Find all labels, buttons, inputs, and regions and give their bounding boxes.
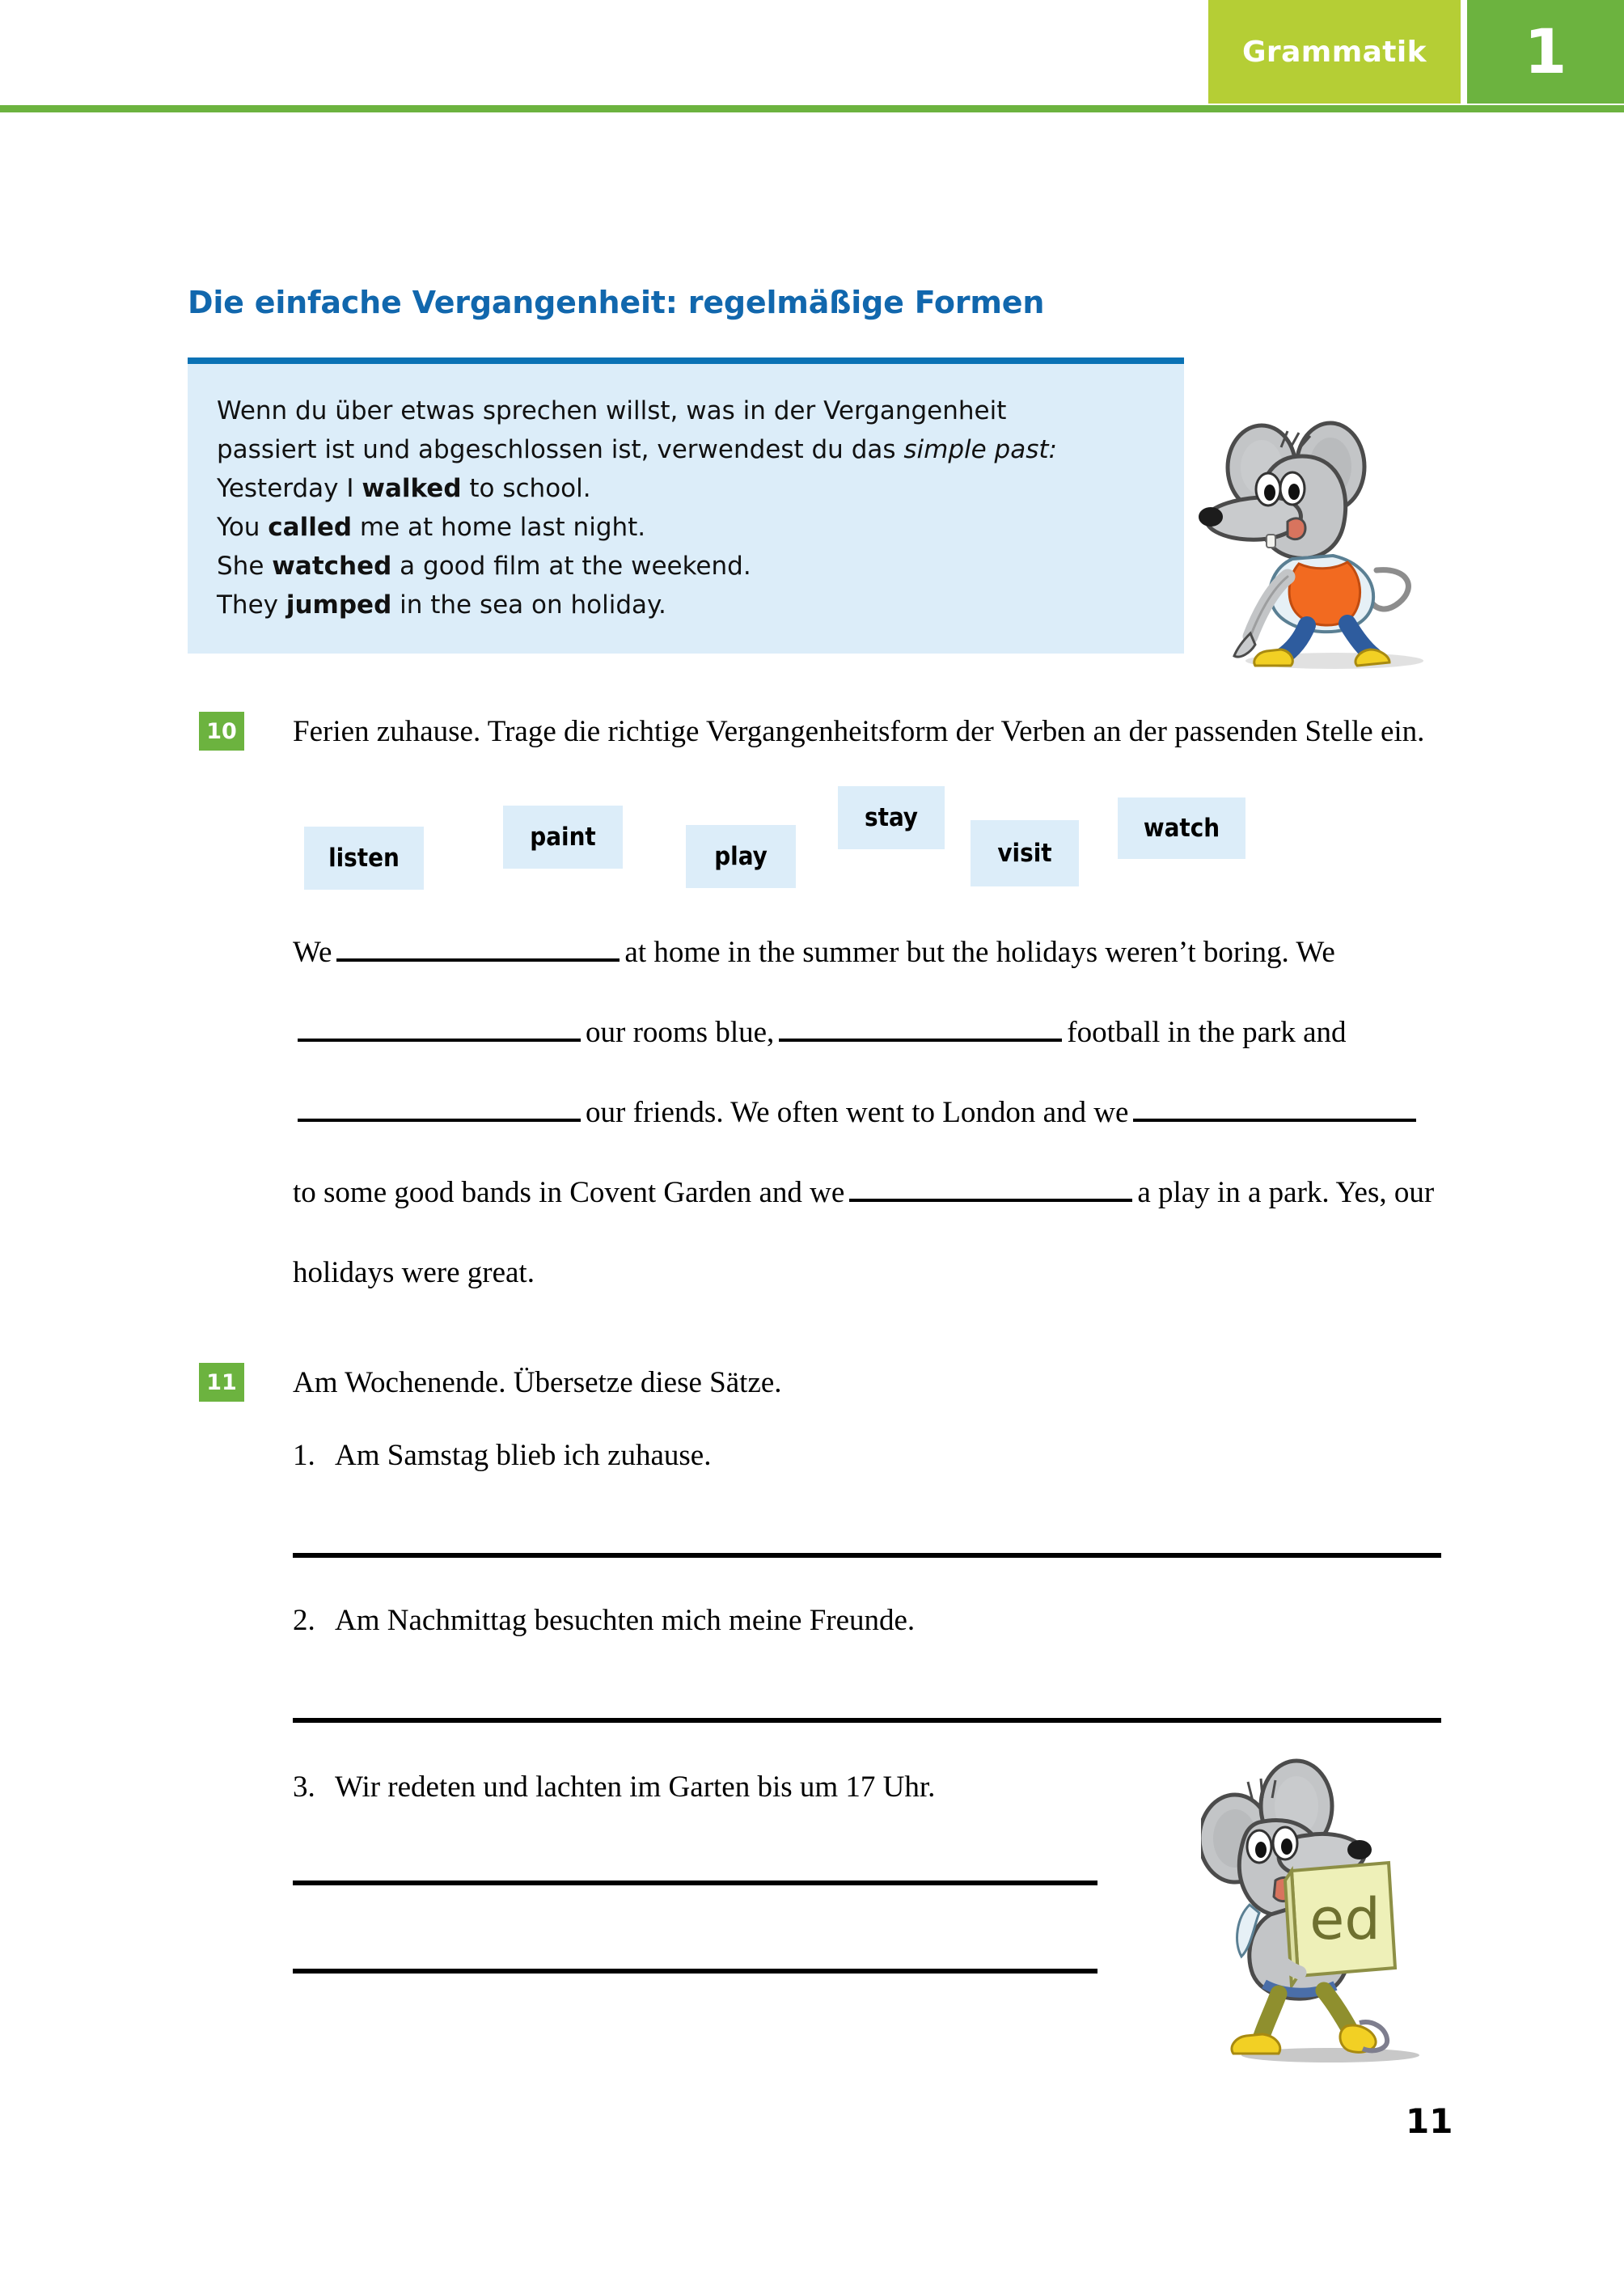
cloze-part-6: in the park and xyxy=(1167,1016,1347,1049)
infobox-top-rule xyxy=(188,357,1184,364)
header-divider-rule xyxy=(0,105,1624,112)
cloze-part-7: our friends. We often went to London xyxy=(586,1096,1036,1129)
infobox-example-1-post: to school. xyxy=(461,474,591,503)
page-title: Die einfache Vergangenheit: regelmäßige Formen xyxy=(188,285,1045,320)
infobox-example-2-post: me at home last night. xyxy=(352,513,646,542)
infobox-example-3-post: a good film at the weekend. xyxy=(391,552,751,581)
infobox-example-2-verb: called xyxy=(268,513,353,542)
cloze-blank-3[interactable] xyxy=(779,1039,1062,1042)
exercise-11-prompt: Am Wochenende. Übersetze diese Sätze. xyxy=(293,1366,782,1399)
mouse-mascot-ed-box-icon xyxy=(1201,1751,1444,2067)
translation-item-3-number: 3. xyxy=(293,1771,315,1804)
exercise-badge-10-number: 10 xyxy=(206,718,237,744)
cloze-part-9: to some good bands in Covent Garden and xyxy=(293,1176,802,1209)
word-chip-listen[interactable]: listen xyxy=(304,827,424,890)
translation-item-3 xyxy=(293,1770,935,1804)
page-header xyxy=(0,0,1624,113)
cloze-part-1: We xyxy=(293,936,332,969)
infobox-example-2-pre: You xyxy=(217,513,269,542)
cloze-blank-6[interactable] xyxy=(849,1199,1132,1202)
translation-item-2-number: 2. xyxy=(293,1604,315,1637)
infobox-example-3-verb: watched xyxy=(272,552,392,581)
cloze-part-8: and we xyxy=(1042,1096,1129,1129)
infobox-example-1-verb: walked xyxy=(362,474,462,503)
ed-box-label: ed xyxy=(1309,1886,1381,1952)
cloze-part-4: our rooms blue, xyxy=(586,1016,775,1049)
translation-item-1-text: Am Samstag blieb ich zuhause. xyxy=(335,1439,712,1472)
infobox-example-4-pre: They xyxy=(217,590,286,620)
translation-item-1 xyxy=(293,1438,711,1473)
answer-line-3b[interactable] xyxy=(293,1969,1097,1974)
translation-item-2-text: Am Nachmittag besuchten mich meine Freunde. xyxy=(335,1604,916,1637)
translation-item-2 xyxy=(293,1603,915,1638)
word-chip-play[interactable]: play xyxy=(686,825,796,888)
cloze-blank-2[interactable] xyxy=(298,1039,581,1042)
infobox-example-3-pre: She xyxy=(217,552,273,581)
cloze-part-3: boring. We xyxy=(1203,936,1335,969)
infobox-example-4-post: in the sea on holiday. xyxy=(391,590,666,620)
chapter-tab xyxy=(1467,0,1624,104)
answer-line-3a[interactable] xyxy=(293,1881,1097,1885)
infobox-example-1-pre: Yesterday I xyxy=(217,474,362,503)
exercise-badge-10 xyxy=(199,712,244,751)
cloze-blank-5[interactable] xyxy=(1133,1119,1416,1122)
answer-line-1[interactable] xyxy=(293,1553,1441,1558)
cloze-part-10: we xyxy=(810,1176,845,1209)
word-chip-visit[interactable]: visit xyxy=(971,820,1079,886)
section-tab-grammatik xyxy=(1208,0,1461,104)
cloze-blank-1[interactable] xyxy=(336,958,620,962)
answer-line-2[interactable] xyxy=(293,1718,1441,1723)
exercise-10-cloze-text xyxy=(293,912,1441,1313)
page-number: 11 xyxy=(1406,2101,1453,2141)
cloze-blank-4[interactable] xyxy=(298,1119,581,1122)
cloze-part-11: a play in a park. Yes, our holidays were great. xyxy=(293,1176,1435,1289)
section-tab-label: Grammatik xyxy=(1241,35,1427,69)
translation-item-3-text: Wir redeten und lachten im Garten bis um 17 Uhr. xyxy=(335,1771,936,1804)
word-chip-paint[interactable]: paint xyxy=(503,806,623,869)
infobox-line-2-italic: simple past: xyxy=(903,435,1057,464)
translation-item-1-number: 1. xyxy=(293,1439,315,1472)
cloze-part-2: at home in the summer but the holidays weren’t xyxy=(624,936,1196,969)
exercise-badge-11-number: 11 xyxy=(206,1369,237,1395)
mouse-mascot-pointing-icon xyxy=(1197,408,1456,675)
infobox-example-4-verb: jumped xyxy=(285,590,392,620)
chapter-number: 1 xyxy=(1524,15,1567,87)
cloze-part-5: football xyxy=(1067,1016,1161,1049)
exercise-badge-11 xyxy=(199,1363,244,1402)
infobox-line-2a: passiert ist und abgeschlossen ist, verwendest du das xyxy=(217,435,904,464)
infobox-line-1: Wenn du über etwas sprechen willst, was in der Vergangenheit xyxy=(217,396,1007,425)
infobox-content xyxy=(217,391,1171,624)
word-chip-stay[interactable]: stay xyxy=(838,786,945,849)
word-chip-watch[interactable]: watch xyxy=(1118,797,1245,859)
exercise-10-prompt: Ferien zuhause. Trage die richtige Vergangenheitsform der Verben an der passenden Stelle ein. xyxy=(293,715,1425,748)
